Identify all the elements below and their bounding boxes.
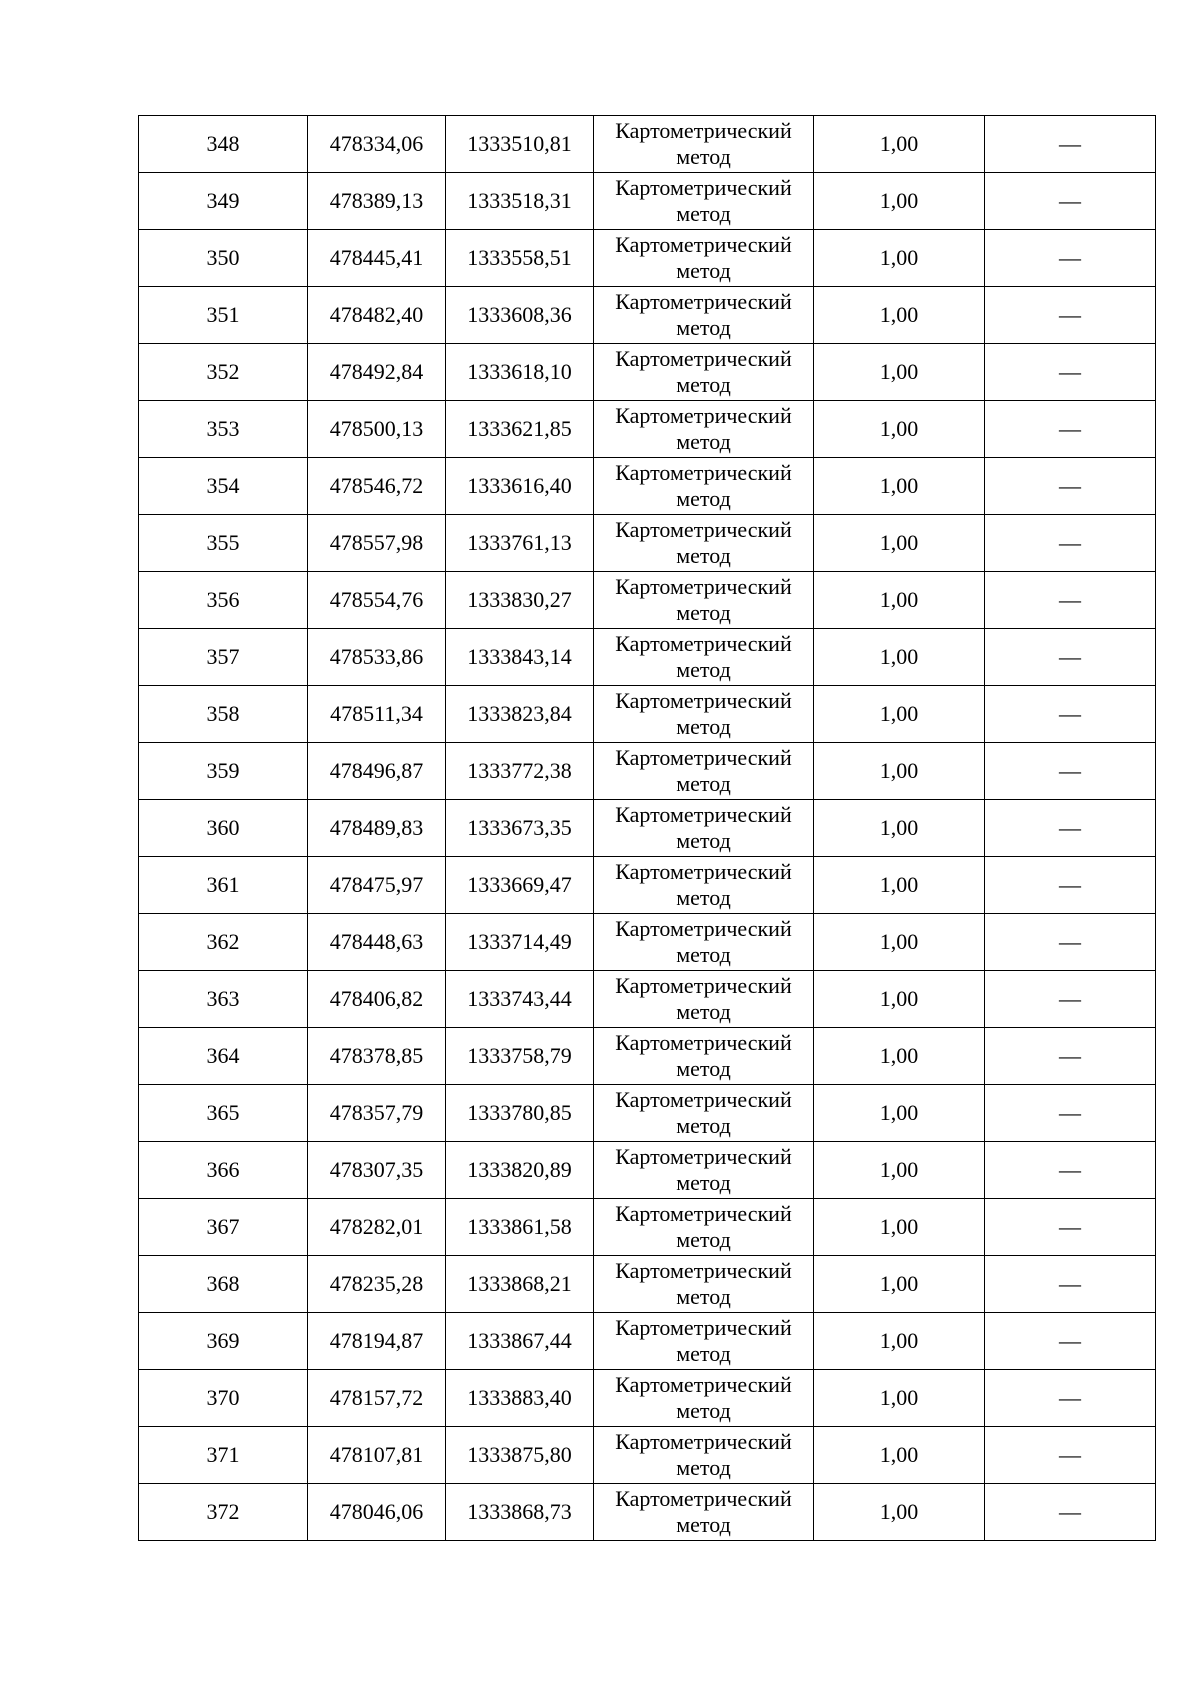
- point-number-cell: 361: [139, 857, 308, 914]
- description-cell: —: [985, 230, 1156, 287]
- coordinates-table: [138, 115, 1156, 1541]
- method-cell: [594, 857, 814, 914]
- x-coordinate-cell: 478107,81: [308, 1427, 446, 1484]
- table-row: [139, 1085, 1156, 1142]
- accuracy-cell: 1,00: [814, 914, 985, 971]
- y-coordinate-cell: 1333608,36: [446, 287, 594, 344]
- method-cell: [594, 1028, 814, 1085]
- accuracy-cell: 1,00: [814, 857, 985, 914]
- method-text: Картометрический метод: [615, 175, 792, 226]
- method-cell: [594, 1199, 814, 1256]
- y-coordinate-cell: 1333868,73: [446, 1484, 594, 1541]
- method-text: Картометрический метод: [615, 631, 792, 682]
- coordinates-table-body: [139, 116, 1156, 1541]
- method-cell: [594, 800, 814, 857]
- method-text: Картометрический метод: [615, 1372, 792, 1423]
- description-cell: —: [985, 971, 1156, 1028]
- accuracy-cell: 1,00: [814, 401, 985, 458]
- x-coordinate-cell: 478307,35: [308, 1142, 446, 1199]
- table-row: [139, 971, 1156, 1028]
- y-coordinate-cell: 1333772,38: [446, 743, 594, 800]
- accuracy-cell: 1,00: [814, 287, 985, 344]
- x-coordinate-cell: 478554,76: [308, 572, 446, 629]
- table-row: [139, 401, 1156, 458]
- table-row: [139, 1199, 1156, 1256]
- description-cell: —: [985, 857, 1156, 914]
- method-cell: [594, 686, 814, 743]
- method-text: Картометрический метод: [615, 118, 792, 169]
- description-cell: —: [985, 515, 1156, 572]
- method-cell: [594, 1484, 814, 1541]
- table-row: [139, 1256, 1156, 1313]
- method-cell: [594, 344, 814, 401]
- y-coordinate-cell: 1333761,13: [446, 515, 594, 572]
- point-number-cell: 354: [139, 458, 308, 515]
- table-row: [139, 743, 1156, 800]
- y-coordinate-cell: 1333867,44: [446, 1313, 594, 1370]
- method-cell: [594, 458, 814, 515]
- x-coordinate-cell: 478448,63: [308, 914, 446, 971]
- table-row: [139, 857, 1156, 914]
- table-row: [139, 287, 1156, 344]
- method-text: Картометрический метод: [615, 1030, 792, 1081]
- x-coordinate-cell: 478533,86: [308, 629, 446, 686]
- accuracy-cell: 1,00: [814, 1256, 985, 1313]
- y-coordinate-cell: 1333618,10: [446, 344, 594, 401]
- accuracy-cell: 1,00: [814, 116, 985, 173]
- x-coordinate-cell: 478357,79: [308, 1085, 446, 1142]
- description-cell: —: [985, 743, 1156, 800]
- y-coordinate-cell: 1333558,51: [446, 230, 594, 287]
- accuracy-cell: 1,00: [814, 1028, 985, 1085]
- method-cell: [594, 629, 814, 686]
- x-coordinate-cell: 478445,41: [308, 230, 446, 287]
- method-cell: [594, 230, 814, 287]
- x-coordinate-cell: 478378,85: [308, 1028, 446, 1085]
- x-coordinate-cell: 478475,97: [308, 857, 446, 914]
- point-number-cell: 350: [139, 230, 308, 287]
- y-coordinate-cell: 1333621,85: [446, 401, 594, 458]
- accuracy-cell: 1,00: [814, 629, 985, 686]
- y-coordinate-cell: 1333875,80: [446, 1427, 594, 1484]
- description-cell: —: [985, 344, 1156, 401]
- y-coordinate-cell: 1333758,79: [446, 1028, 594, 1085]
- point-number-cell: 367: [139, 1199, 308, 1256]
- method-text: Картометрический метод: [615, 1087, 792, 1138]
- point-number-cell: 358: [139, 686, 308, 743]
- method-text: Картометрический метод: [615, 346, 792, 397]
- table-row: [139, 686, 1156, 743]
- description-cell: —: [985, 1370, 1156, 1427]
- x-coordinate-cell: 478282,01: [308, 1199, 446, 1256]
- description-cell: —: [985, 458, 1156, 515]
- point-number-cell: 368: [139, 1256, 308, 1313]
- accuracy-cell: 1,00: [814, 1085, 985, 1142]
- description-cell: —: [985, 1427, 1156, 1484]
- table-row: [139, 515, 1156, 572]
- table-row: [139, 1142, 1156, 1199]
- accuracy-cell: 1,00: [814, 230, 985, 287]
- x-coordinate-cell: 478406,82: [308, 971, 446, 1028]
- method-text: Картометрический метод: [615, 1315, 792, 1366]
- point-number-cell: 360: [139, 800, 308, 857]
- description-cell: —: [985, 1484, 1156, 1541]
- method-cell: [594, 1085, 814, 1142]
- description-cell: —: [985, 914, 1156, 971]
- method-cell: [594, 914, 814, 971]
- y-coordinate-cell: 1333868,21: [446, 1256, 594, 1313]
- description-cell: —: [985, 1256, 1156, 1313]
- method-text: Картометрический метод: [615, 460, 792, 511]
- description-cell: —: [985, 173, 1156, 230]
- method-text: Картометрический метод: [615, 403, 792, 454]
- method-cell: [594, 515, 814, 572]
- accuracy-cell: 1,00: [814, 458, 985, 515]
- y-coordinate-cell: 1333669,47: [446, 857, 594, 914]
- accuracy-cell: 1,00: [814, 1313, 985, 1370]
- table-row: [139, 1484, 1156, 1541]
- method-cell: [594, 1313, 814, 1370]
- y-coordinate-cell: 1333883,40: [446, 1370, 594, 1427]
- method-text: Картометрический метод: [615, 859, 792, 910]
- x-coordinate-cell: 478489,83: [308, 800, 446, 857]
- description-cell: —: [985, 1313, 1156, 1370]
- y-coordinate-cell: 1333830,27: [446, 572, 594, 629]
- method-text: Картометрический метод: [615, 688, 792, 739]
- accuracy-cell: 1,00: [814, 800, 985, 857]
- method-text: Картометрический метод: [615, 574, 792, 625]
- accuracy-cell: 1,00: [814, 1199, 985, 1256]
- x-coordinate-cell: 478389,13: [308, 173, 446, 230]
- method-text: Картометрический метод: [615, 916, 792, 967]
- accuracy-cell: 1,00: [814, 1142, 985, 1199]
- y-coordinate-cell: 1333510,81: [446, 116, 594, 173]
- method-cell: [594, 173, 814, 230]
- accuracy-cell: 1,00: [814, 344, 985, 401]
- point-number-cell: 353: [139, 401, 308, 458]
- point-number-cell: 364: [139, 1028, 308, 1085]
- method-cell: [594, 116, 814, 173]
- accuracy-cell: 1,00: [814, 1484, 985, 1541]
- point-number-cell: 351: [139, 287, 308, 344]
- point-number-cell: 356: [139, 572, 308, 629]
- point-number-cell: 372: [139, 1484, 308, 1541]
- description-cell: —: [985, 572, 1156, 629]
- method-text: Картометрический метод: [615, 232, 792, 283]
- method-text: Картометрический метод: [615, 973, 792, 1024]
- table-row: [139, 173, 1156, 230]
- accuracy-cell: 1,00: [814, 515, 985, 572]
- point-number-cell: 352: [139, 344, 308, 401]
- table-row: [139, 1427, 1156, 1484]
- y-coordinate-cell: 1333743,44: [446, 971, 594, 1028]
- table-row: [139, 458, 1156, 515]
- table-row: [139, 1028, 1156, 1085]
- description-cell: —: [985, 1142, 1156, 1199]
- table-row: [139, 230, 1156, 287]
- x-coordinate-cell: 478482,40: [308, 287, 446, 344]
- table-row: [139, 344, 1156, 401]
- y-coordinate-cell: 1333714,49: [446, 914, 594, 971]
- x-coordinate-cell: 478157,72: [308, 1370, 446, 1427]
- accuracy-cell: 1,00: [814, 1427, 985, 1484]
- point-number-cell: 369: [139, 1313, 308, 1370]
- description-cell: —: [985, 287, 1156, 344]
- method-text: Картометрический метод: [615, 802, 792, 853]
- method-cell: [594, 1256, 814, 1313]
- description-cell: —: [985, 1028, 1156, 1085]
- table-row: [139, 116, 1156, 173]
- method-cell: [594, 1142, 814, 1199]
- accuracy-cell: 1,00: [814, 971, 985, 1028]
- point-number-cell: 370: [139, 1370, 308, 1427]
- method-text: Картометрический метод: [615, 1201, 792, 1252]
- x-coordinate-cell: 478194,87: [308, 1313, 446, 1370]
- point-number-cell: 371: [139, 1427, 308, 1484]
- x-coordinate-cell: 478046,06: [308, 1484, 446, 1541]
- point-number-cell: 365: [139, 1085, 308, 1142]
- table-row: [139, 914, 1156, 971]
- method-cell: [594, 971, 814, 1028]
- y-coordinate-cell: 1333861,58: [446, 1199, 594, 1256]
- description-cell: —: [985, 686, 1156, 743]
- y-coordinate-cell: 1333518,31: [446, 173, 594, 230]
- table-row: [139, 1313, 1156, 1370]
- method-cell: [594, 572, 814, 629]
- point-number-cell: 359: [139, 743, 308, 800]
- method-text: Картометрический метод: [615, 1144, 792, 1195]
- method-text: Картометрический метод: [615, 517, 792, 568]
- x-coordinate-cell: 478496,87: [308, 743, 446, 800]
- y-coordinate-cell: 1333780,85: [446, 1085, 594, 1142]
- method-cell: [594, 743, 814, 800]
- x-coordinate-cell: 478557,98: [308, 515, 446, 572]
- x-coordinate-cell: 478500,13: [308, 401, 446, 458]
- point-number-cell: 366: [139, 1142, 308, 1199]
- method-text: Картометрический метод: [615, 1486, 792, 1537]
- accuracy-cell: 1,00: [814, 173, 985, 230]
- y-coordinate-cell: 1333673,35: [446, 800, 594, 857]
- accuracy-cell: 1,00: [814, 1370, 985, 1427]
- point-number-cell: 357: [139, 629, 308, 686]
- description-cell: —: [985, 401, 1156, 458]
- method-cell: [594, 1370, 814, 1427]
- point-number-cell: 349: [139, 173, 308, 230]
- description-cell: —: [985, 629, 1156, 686]
- description-cell: —: [985, 1199, 1156, 1256]
- accuracy-cell: 1,00: [814, 743, 985, 800]
- point-number-cell: 355: [139, 515, 308, 572]
- method-text: Картометрический метод: [615, 1258, 792, 1309]
- x-coordinate-cell: 478334,06: [308, 116, 446, 173]
- method-cell: [594, 287, 814, 344]
- method-cell: [594, 401, 814, 458]
- table-row: [139, 629, 1156, 686]
- y-coordinate-cell: 1333820,89: [446, 1142, 594, 1199]
- method-text: Картометрический метод: [615, 1429, 792, 1480]
- x-coordinate-cell: 478511,34: [308, 686, 446, 743]
- method-text: Картометрический метод: [615, 289, 792, 340]
- x-coordinate-cell: 478492,84: [308, 344, 446, 401]
- y-coordinate-cell: 1333823,84: [446, 686, 594, 743]
- y-coordinate-cell: 1333843,14: [446, 629, 594, 686]
- y-coordinate-cell: 1333616,40: [446, 458, 594, 515]
- description-cell: —: [985, 800, 1156, 857]
- method-text: Картометрический метод: [615, 745, 792, 796]
- description-cell: —: [985, 1085, 1156, 1142]
- point-number-cell: 362: [139, 914, 308, 971]
- method-cell: [594, 1427, 814, 1484]
- point-number-cell: 363: [139, 971, 308, 1028]
- x-coordinate-cell: 478546,72: [308, 458, 446, 515]
- x-coordinate-cell: 478235,28: [308, 1256, 446, 1313]
- point-number-cell: 348: [139, 116, 308, 173]
- table-row: [139, 800, 1156, 857]
- table-row: [139, 572, 1156, 629]
- table-row: [139, 1370, 1156, 1427]
- accuracy-cell: 1,00: [814, 572, 985, 629]
- description-cell: —: [985, 116, 1156, 173]
- accuracy-cell: 1,00: [814, 686, 985, 743]
